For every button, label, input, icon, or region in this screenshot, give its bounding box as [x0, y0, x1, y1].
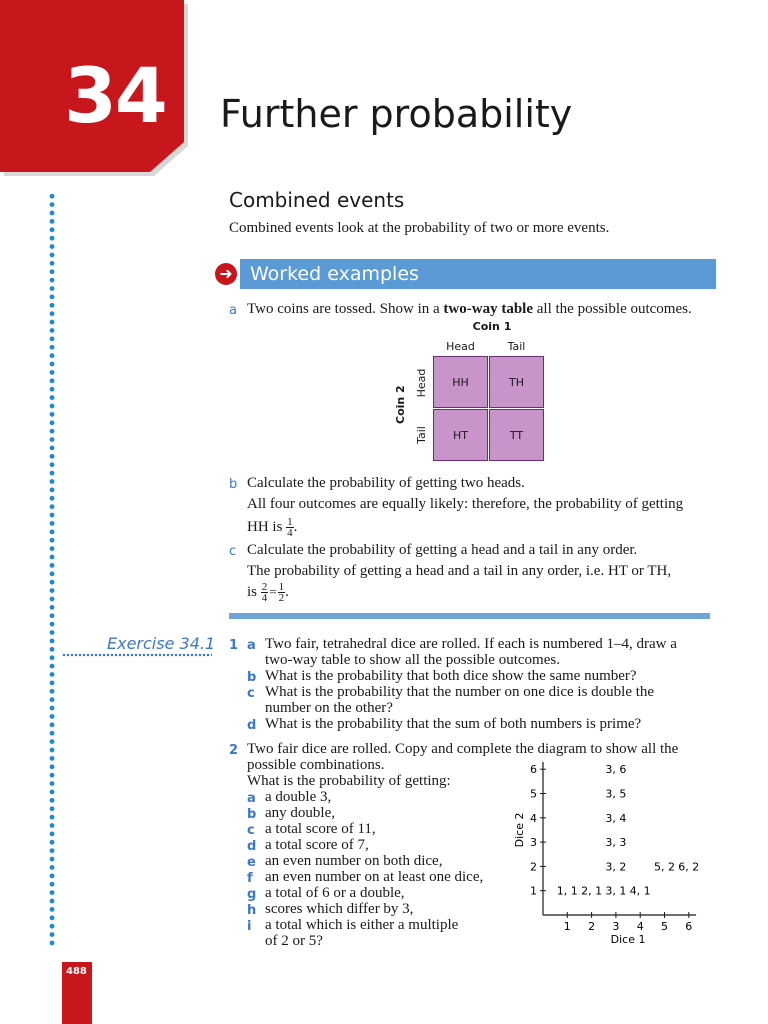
fraction-one-half: $\frac{1}{2}$ [278, 581, 285, 605]
outcome-point-label: 2, 1 [581, 884, 603, 898]
q1b-label: b [247, 670, 257, 685]
q1d-label: d [247, 718, 257, 733]
y-axis-label: Dice 2 [513, 812, 526, 848]
q2h-label: h [247, 903, 257, 918]
outcome-point-label: 4, 1 [629, 884, 651, 898]
x-tick-label: 1 [563, 920, 571, 933]
q1a-line-2: two-way table to show all the possible outcomes. [265, 652, 560, 668]
table-cell-ht: HT [433, 409, 488, 461]
y-tick-label: 1 [530, 884, 537, 898]
chapter-number: 34 [64, 51, 166, 140]
q2d-text: a total score of 7, [265, 837, 369, 853]
q2a-label: a [247, 791, 256, 806]
table-cell-tt: TT [489, 409, 544, 461]
section-divider [229, 613, 710, 619]
col-tail-header: Tail [507, 340, 526, 353]
q2h-text: scores which differ by 3, [265, 901, 414, 917]
q2e-label: e [247, 855, 256, 870]
q2-line-3: What is the probability of getting: [247, 773, 451, 789]
outcome-point-label: 3, 1 [605, 884, 627, 898]
q2f-text: an even number on at least one dice, [265, 869, 484, 885]
q2i-label: i [247, 919, 252, 934]
q2i-line-2: of 2 or 5? [265, 933, 323, 949]
we-c-label: c [229, 544, 237, 559]
q2d-label: d [247, 839, 257, 854]
q1d-line-1: What is the probability that the sum of both numbers is prime? [265, 716, 642, 732]
y-tick-label: 4 [530, 811, 537, 825]
coin1-label: Coin 1 [472, 320, 512, 333]
q1a-line-1: Two fair, tetrahedral dice are rolled. If each is numbered 1–4, draw a [265, 636, 677, 652]
arrow-right-icon: ➜ [215, 263, 237, 285]
y-tick-label: 3 [530, 836, 537, 850]
section-title: Combined events [229, 188, 405, 212]
x-tick-label: 4 [636, 920, 644, 933]
q2-line-1: Two fair dice are rolled. Copy and complete the diagram to show all the [247, 741, 679, 757]
we-a-text: Two coins are tossed. Show in a two-way table all the possible outcomes. [247, 301, 692, 317]
we-c-answer-1: The probability of getting a head and a tail in any order, i.e. HT or TH, [247, 563, 672, 579]
x-tick-label: 5 [661, 920, 668, 933]
outcome-point-label: 6, 2 [678, 860, 700, 874]
y-tick-label: 6 [530, 763, 537, 777]
page-number: 488 [66, 966, 87, 977]
outcome-point-label: 5, 2 [654, 860, 675, 874]
we-b-question: Calculate the probability of getting two heads. [247, 475, 525, 491]
q1c-line-1: What is the probability that the number on one dice is double the [265, 684, 655, 700]
we-b-label: b [229, 477, 238, 492]
we-c-question: Calculate the probability of getting a head and a tail in any order. [247, 542, 638, 558]
we-c-answer-2: is $\frac{2}{4}$ = $\frac{1}{2}$ . [247, 581, 289, 605]
fraction-two-quarters: $\frac{2}{4}$ [261, 581, 268, 605]
outcome-point-label: 1, 1 [556, 884, 578, 898]
q2-line-2: possible combinations. [247, 757, 385, 773]
coin2-label: Coin 2 [394, 385, 407, 424]
table-cell-hh: HH [433, 356, 488, 408]
we-b-answer-1: All four outcomes are equally likely: therefore, the probability of getting [247, 496, 684, 512]
worked-examples-title: Worked examples [250, 263, 419, 285]
q2c-text: a total score of 11, [265, 821, 376, 837]
outcome-point-label: 3, 5 [605, 787, 627, 801]
outcome-point-label: 3, 2 [605, 860, 627, 874]
q1b-line-1: What is the probability that both dice show the same number? [265, 668, 637, 684]
margin-dots [49, 192, 55, 948]
q2b-text: any double, [265, 805, 335, 821]
q2e-text: an even number on both dice, [265, 853, 443, 869]
outcome-point-label: 3, 3 [605, 836, 627, 850]
exercise-dots [62, 653, 212, 657]
q2i-text: a total which is either a multiple [265, 917, 459, 933]
q2g-text: a total of 6 or a double, [265, 885, 405, 901]
section-intro: Combined events look at the probability of two or more events. [229, 220, 610, 236]
q2a-text: a double 3, [265, 789, 332, 805]
q2f-label: f [247, 871, 253, 886]
col-head-header: Head [446, 340, 475, 353]
row-head-header: Head [415, 368, 428, 398]
x-tick-label: 6 [685, 920, 693, 933]
exercise-title: Exercise 34.1 [107, 634, 216, 653]
x-tick-label: 2 [588, 920, 596, 933]
outcome-point-label: 3, 6 [605, 763, 627, 777]
x-axis-label: Dice 1 [610, 933, 646, 946]
x-tick-label: 3 [612, 920, 620, 933]
fraction-one-quarter: $\frac{1}{4}$ [287, 516, 293, 540]
we-b-answer-2: HH is $\frac{1}{4}$ . [247, 516, 298, 540]
q1a-label: a [247, 638, 256, 653]
outcome-point-label: 3, 4 [605, 811, 627, 825]
q1c-label: c [247, 686, 255, 701]
q2b-label: b [247, 807, 257, 822]
y-tick-label: 2 [530, 860, 537, 874]
q2g-label: g [247, 887, 257, 902]
we-a-label: a [229, 303, 237, 318]
q2c-label: c [247, 823, 255, 838]
table-cell-th: TH [489, 356, 544, 408]
chapter-title: Further probability [220, 92, 573, 136]
q1c-line-2: number on the other? [265, 700, 393, 716]
q2-number: 2 [229, 743, 239, 758]
row-tail-header: Tail [415, 426, 428, 444]
y-tick-label: 5 [530, 787, 537, 801]
q1-number: 1 [229, 638, 239, 653]
grid-points [557, 763, 700, 898]
dice-outcome-grid [500, 760, 715, 955]
